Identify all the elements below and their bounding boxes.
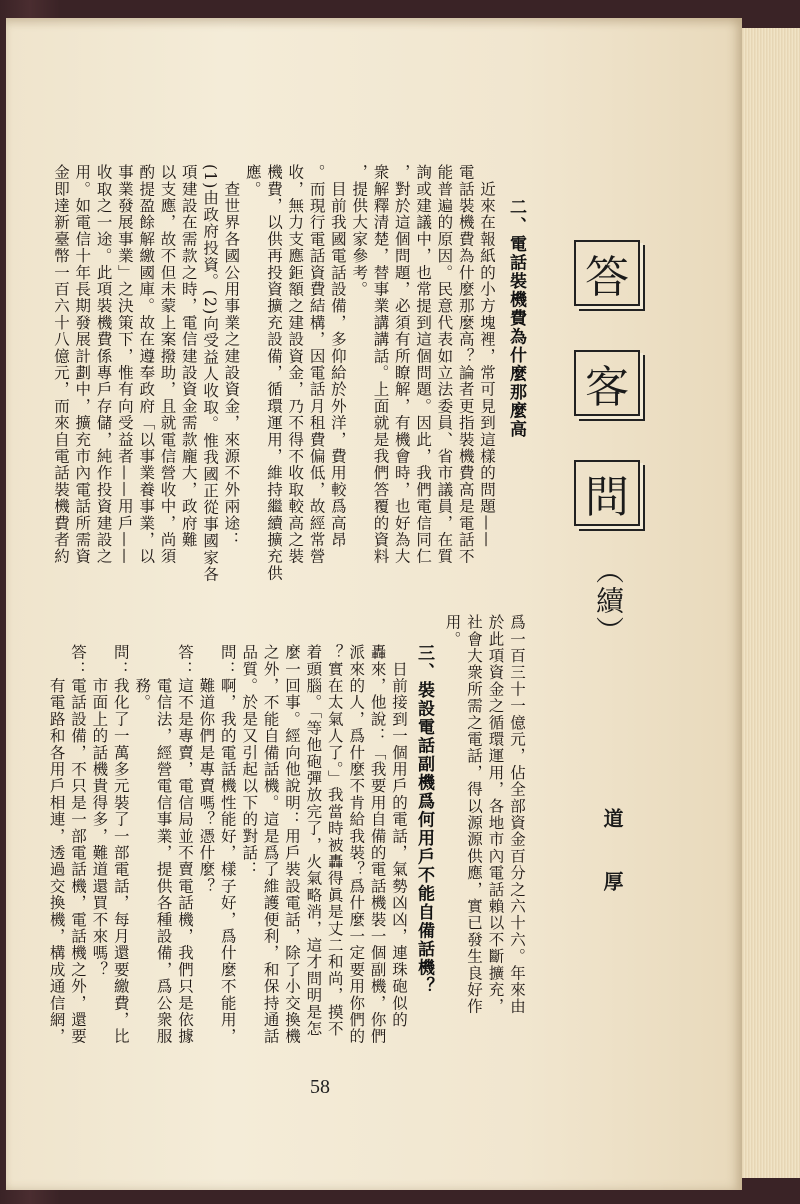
text-column: 爲一百三十一億元，佔全部資金百分之六十六。年來由: [508, 614, 526, 1015]
heading-continued: （續）: [592, 556, 625, 646]
text-column: ？實在太氣人了。」我當時被轟得眞是丈二和尚，摸不: [325, 644, 344, 1038]
heading-char-box-1: [574, 240, 640, 306]
text-column: 目前我國電話設備，多仰給於外洋，費用較爲高昂: [328, 164, 347, 549]
text-column: 能普遍的原因。民意代表如立法委員、省市議員，在質: [435, 164, 454, 565]
text-column: 收取之一途。此項裝機費係專戶存儲，純作投資建設之: [94, 164, 113, 565]
text-column: 難道你們是專賣嗎？憑什麼？: [197, 644, 216, 895]
text-column: 用。: [443, 614, 462, 648]
section-3-title: 三、裝設電話副機爲何用戶不能自備話機？: [414, 644, 434, 996]
section-2-title: 二、電話裝機費為什麼那麼高: [506, 198, 526, 439]
text-column: 衆解釋清楚，替事業講講話。上面就是我們答覆的資料: [371, 164, 390, 565]
heading-char-1: 答: [585, 252, 629, 303]
text-column: 務。: [133, 644, 152, 711]
text-column: 。而現行電話資費結構，因電話月租費偏低，故經常營: [307, 164, 326, 565]
heading-char-2: 客: [585, 362, 629, 413]
text-column: (1)由政府投資。(2)向受益人收取。惟我國正從事國家各: [201, 164, 220, 583]
text-column: 查世界各國公用事業之建設資金，來源不外兩途：: [222, 164, 241, 549]
page-stack-edge: [739, 28, 800, 1178]
text-column: 於此項資金之循環運用，各地市內電話賴以不斷擴充，: [486, 614, 505, 1015]
text-column: 應。: [243, 164, 262, 198]
heading-char-box-3: [574, 460, 640, 526]
heading-char-3: 問: [585, 472, 629, 523]
text-column: 着頭腦。「等他砲彈放完了，火氣略消，這才問明是怎: [304, 644, 323, 1038]
text-column: 問：啊，我的電話機性能好，樣子好，爲什麼不能用，: [218, 644, 237, 1045]
text-column: 麼一回事。經向他說明：用戶裝設電話，除了小交換機: [283, 644, 301, 1045]
text-column: 事業發展事業」之決策下，惟有向受益者——用戶——: [115, 164, 134, 565]
text-column: 品質。於是又引起以下的對話：: [240, 644, 259, 878]
text-column: 轟來，他說：「我要用自備的電話機裝一個副機，你們: [368, 644, 387, 1045]
author-name: 道 厚: [600, 808, 624, 909]
text-column: 以支應，故不但未蒙上案撥助，且就電信營收中，尚須: [158, 164, 177, 565]
text-column: ，對於這個問題，必須有所瞭解，有機會時，也好為大: [392, 164, 411, 565]
text-column: ，提供大家參考。: [350, 164, 369, 298]
heading-char-box-2: [574, 350, 640, 416]
text-column: 市面上的話機貴得多，難道還買不來嗎？: [90, 644, 109, 978]
text-column: 項建設在需款之時，電信建設資金需款龐大，政府難: [179, 164, 198, 549]
text-column: 電話裝機費為什麼那麼高？論者更指裝機費高是電話不: [456, 164, 475, 565]
text-column: 日前接到一個用戶的電話，氣勢凶凶，連珠砲似的: [390, 644, 408, 1029]
text-column: 用。如電信十年長期發展計劃中，擴充市內電話所需資: [73, 164, 92, 565]
text-column: 近來在報紙的小方塊裡，常可見到這樣的問題——: [478, 164, 496, 549]
text-column: 社會大衆所需之電話，得以源源供應，實已發生良好作: [465, 614, 483, 1015]
text-column: 派來的人，爲什麼不肯給我裝？爲什麼一定要用你們的: [347, 644, 366, 1045]
text-column: 收，無力支應鉅額之建設資金，乃不得不收取較高之裝: [286, 164, 305, 565]
page-number: 58: [310, 1076, 330, 1098]
text-column: 答：電話設備，不只是一部電話機，電話機之外，還要: [69, 644, 87, 1045]
text-column: 電信法，經營電信事業，提供各種設備，爲公衆服: [154, 644, 173, 1045]
book-page: [6, 18, 742, 1190]
text-column: 金即達新臺幣一百六十八億元，而來自電話裝機費者約: [52, 164, 70, 565]
text-column: 問：我化了一萬多元裝了一部電話，每月還要繳費，比: [111, 644, 130, 1045]
text-column: 詢或建議中，也常提到這個問題。因此，我們電信同仁: [414, 164, 433, 565]
text-column: 機費，以供再投資擴充設備，循環運用，維持繼續擴充供: [265, 164, 283, 582]
text-column: 有電路和各用戶相連，透過交換機，構成通信網，: [47, 644, 66, 1045]
text-column: 酌提盈餘解繳國庫。故在遵奉政府「以事業養事業，以: [137, 164, 156, 565]
text-column: 之外，不能自備話機。這是爲了維護便利，和保持通話: [261, 644, 280, 1045]
text-column: 答：這不是專賣，電信局並不賣電話機，我們只是依據: [176, 644, 194, 1045]
